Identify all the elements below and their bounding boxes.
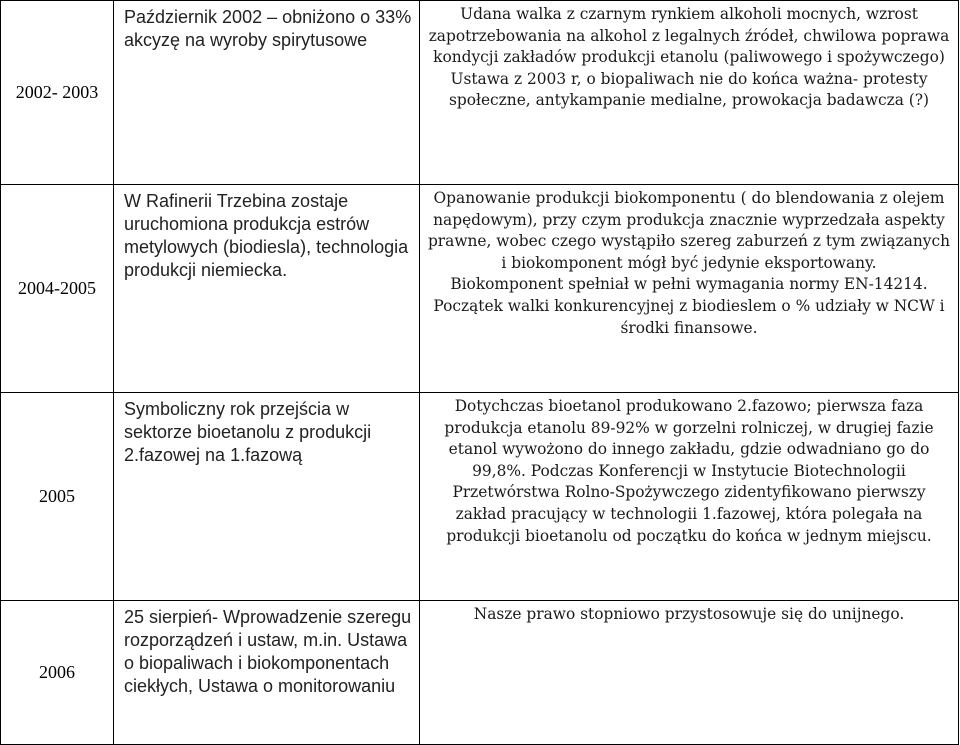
table-row [1,1,959,185]
event-text: W Rafinerii Trzebina zostaje uruchomiona produkcja estrów metylowych (biodiesla), technologia produkcji niemiecka. [124,191,409,280]
table-row [1,393,959,601]
effect-paragraph: Dotychczas bioetanol produkowano 2.fazowo; pierwsza faza produkcja etanolu 89-92% w gorzelni rolniczej, w drugiej fazie etanol wywożono do innego zakładu, gdzie odwadniano go do 99,8%. Podczas Konferencji w Instytucie Biotechnologii Przetwórstwa Rolno-Spożywczego zidentyfikowano pierwszy zakład pracujący w technologii 1.fazowej, która polegała na produkcji bioetanolu od początku do końca w jednym miejscu. [444,397,934,545]
event-text: Październik 2002 – obniżono o 33% akcyzę na wyroby spirytusowe [124,7,412,50]
effect-cell [420,601,959,745]
effect-cell [420,393,959,601]
effect-paragraph: Udana walka z czarnym rynkiem alkoholi mocnych, wzrost zapotrzebowania na alkohol z legalnych źródeł, chwilowa poprawa kondycji zakładów produkcji etanolu (paliwowego i spożywczego) [428,5,950,67]
event-cell [114,393,420,601]
effect-cell [420,1,959,185]
year-cell: 2006 [1,601,114,745]
effect-cell [420,185,959,393]
table-row [1,601,959,745]
effect-paragraph: Ustawa z 2003 r, o biopaliwach nie do końca ważna- protesty społeczne, antykampanie medialne, prowokacja badawcza (?) [448,69,930,110]
event-cell [114,185,420,393]
table-row [1,185,959,393]
year-cell: 2005 [1,393,114,601]
event-text: Symboliczny rok przejścia w sektorze bioetanolu z produkcji 2.fazowej na 1.fazową [124,399,372,465]
event-text: 25 sierpień- Wprowadzenie szeregu rozporządzeń i ustaw, m.in. Ustawa o biopaliwach i biokomponentach ciekłych, Ustawa o monitorowaniu [124,607,412,696]
effect-paragraph: Opanowanie produkcji biokomponentu ( do blendowania z olejem napędowym), przy czym produkcja znacznie wyprzedzała aspekty prawne, wobec czego wystąpiło szereg zaburzeń z tym związanych i biokomponent mógł być jedynie eksportowany. [427,189,951,272]
event-cell [114,1,420,185]
year-cell: 2004-2005 [1,185,114,393]
year-cell: 2002- 2003 [1,1,114,185]
effect-paragraph: Nasze prawo stopniowo przystosowuje się do unijnego. [473,605,905,623]
effect-paragraph: Biokomponent spełniał w pełni wymagania normy EN-14214. Początek walki konkurencyjnej z biodieslem o % udziały w NCW i środki finansowe. [433,275,945,337]
event-cell [114,601,420,745]
